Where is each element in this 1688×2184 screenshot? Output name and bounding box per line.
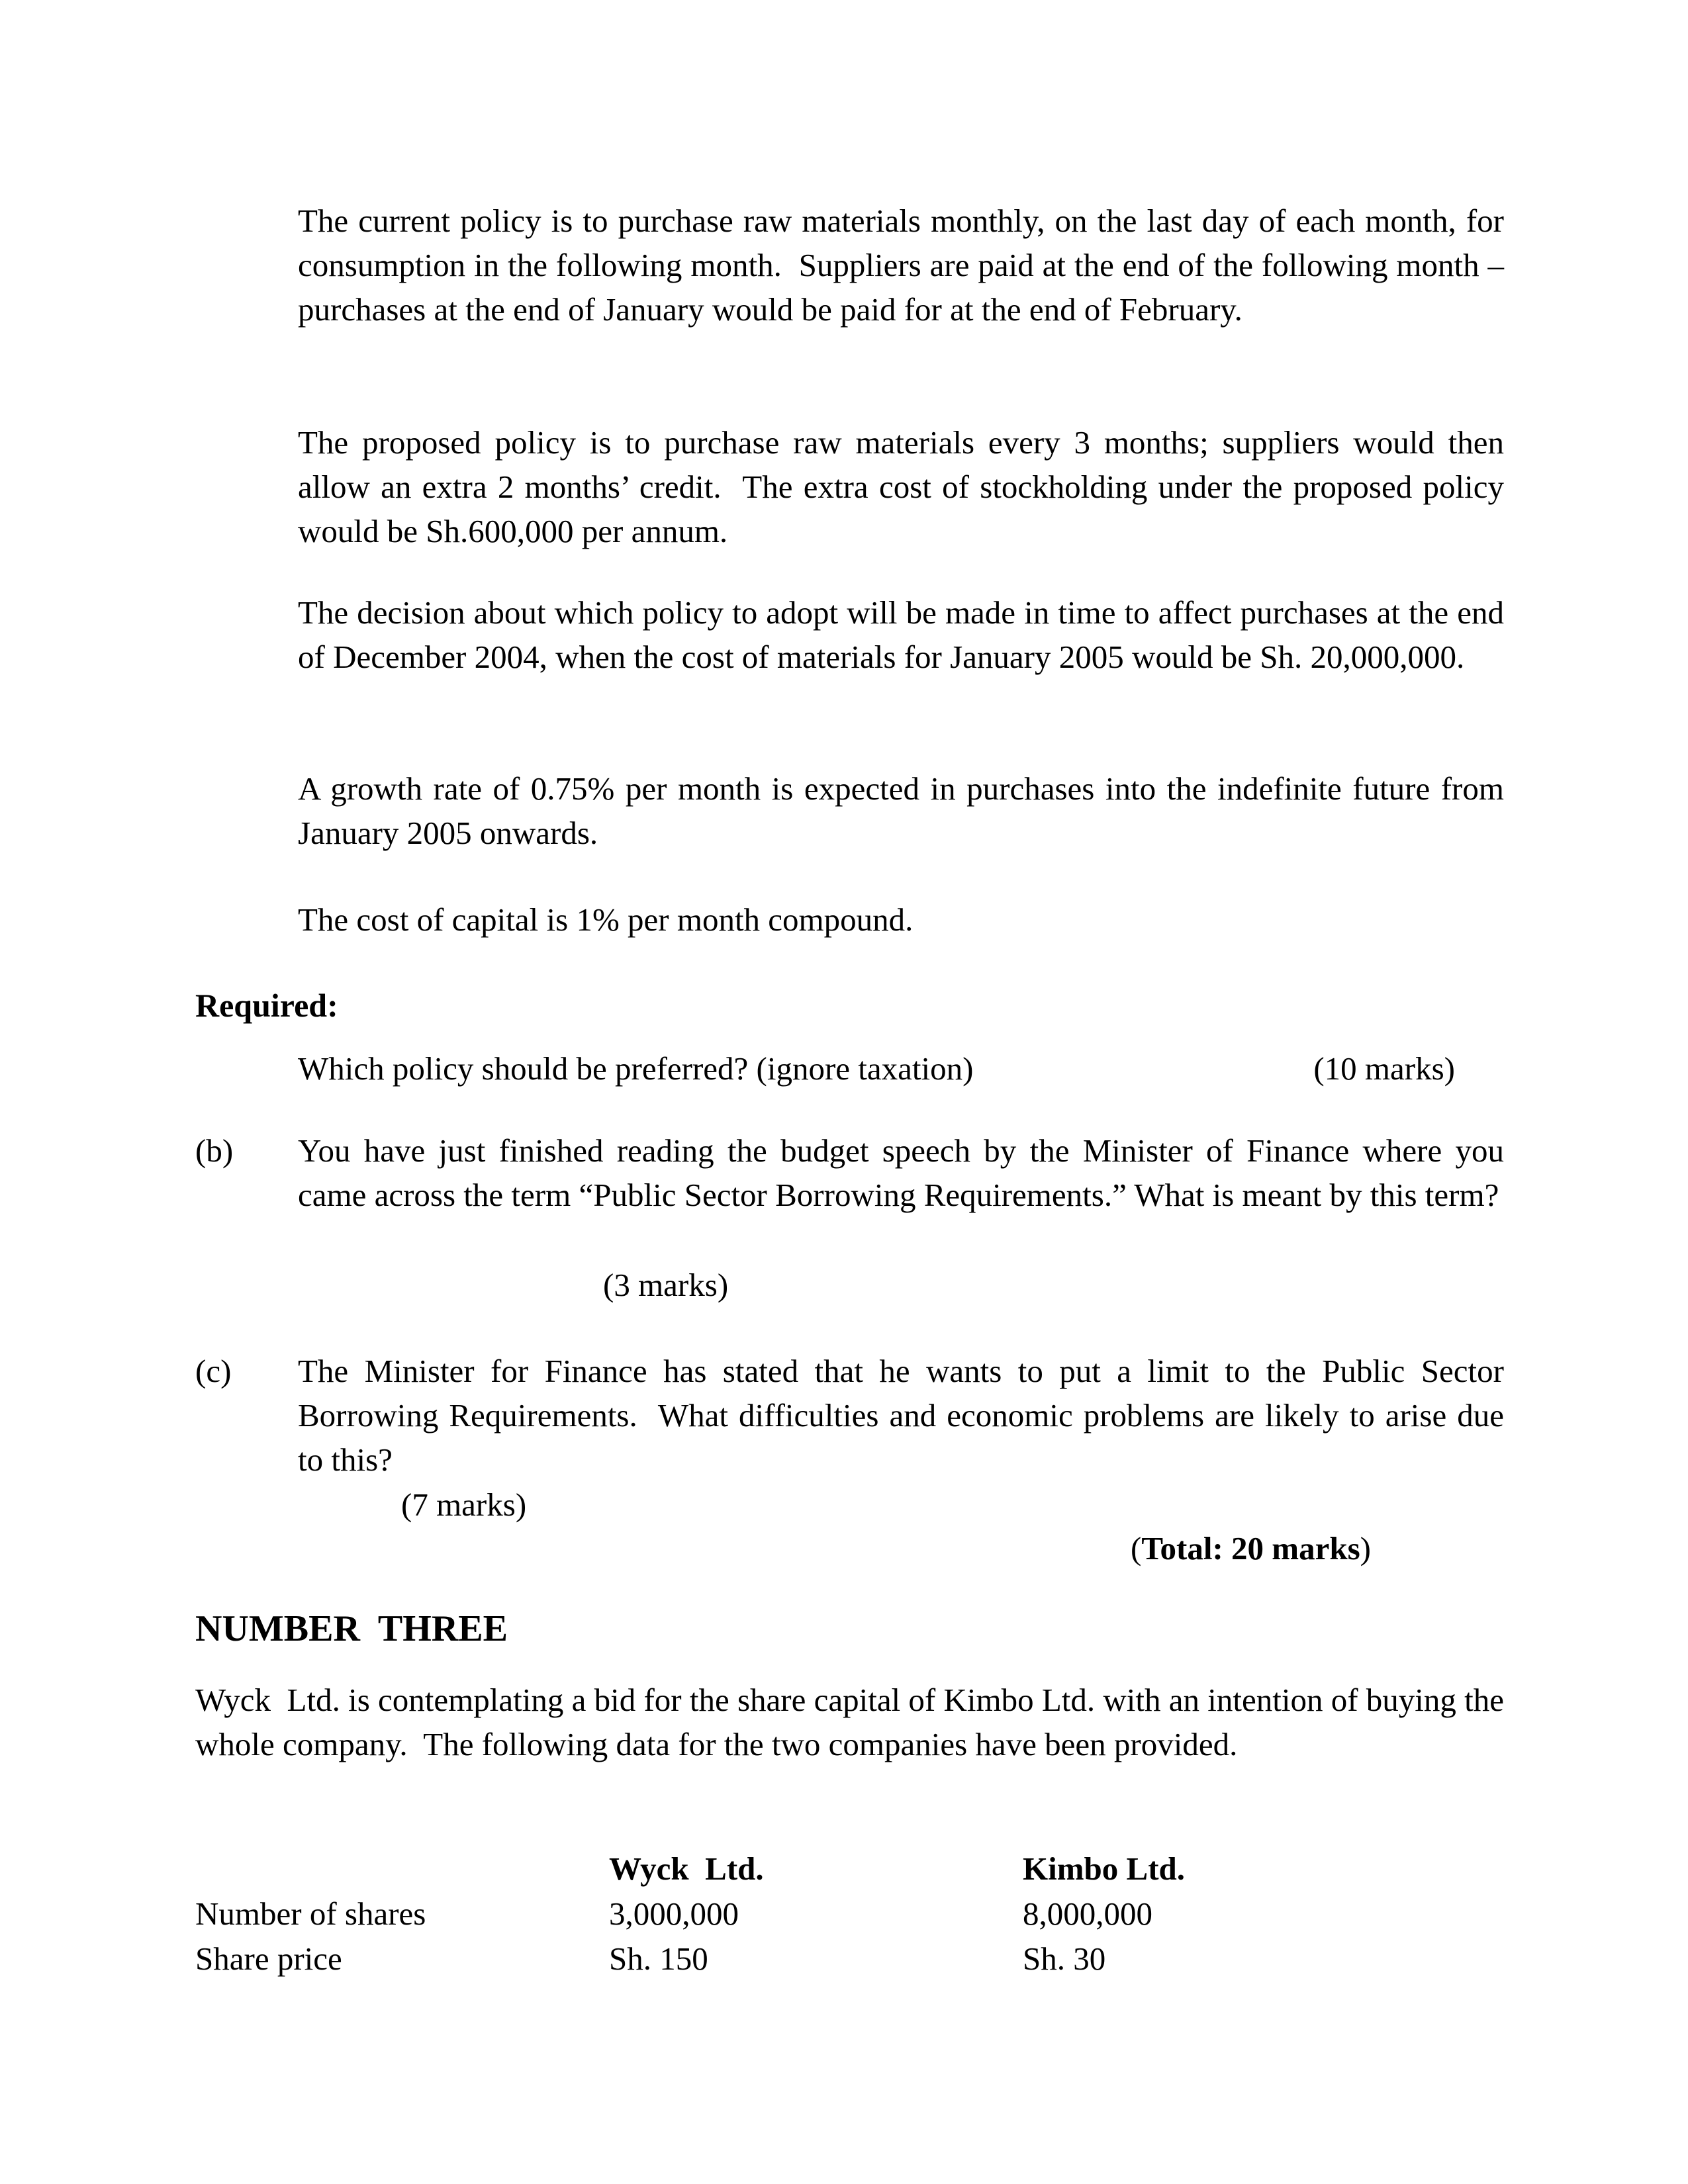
required-marks: (10 marks) [1313,1050,1455,1087]
paragraph-decision: The decision about which policy to adopt will be made in time to affect purchases at the end of December 2004, when the cost of materials for January 2005 would be Sh. 20,000,000. [298,594,1513,675]
paragraph-proposed-policy: The proposed policy is to purchase raw materials every 3 months; suppliers would then allow an extra 2 months’ credit. The extra cost of stockholding under the proposed policy would be Sh.600,000 per annum. [298,424,1513,549]
companies-table [195,1846,1504,1981]
item-b-marks: (3 marks) [603,1267,729,1303]
item-c-text: The Minister for Finance has stated that he wants to put a limit to the Public Sector Borrowing Requirements. What difficulties and economic problems are likely to arise due to this? [298,1353,1513,1478]
item-b-text: You have just finished reading the budget speech by the Minister of Finance where you came across the term “Public Sector Borrowing Requirements.” What is meant by this term? [298,1132,1513,1213]
required-question-text: Which policy should be preferred? (ignore taxation) [298,1050,974,1087]
total-open-paren: ( [1131,1530,1142,1567]
required-question-row [298,1046,1455,1091]
table-row-share-price [195,1936,1504,1981]
row-label-number-of-shares: Number of shares [195,1895,426,1932]
item-b-label: (b) [195,1132,234,1169]
table-header-wyck: Wyck Ltd. [609,1850,764,1887]
paragraph-current-policy: The current policy is to purchase raw materials monthly, on the last day of each month, for consumption in the following month. Suppliers are paid at the end of the following month – purchases at the end of January would be paid for at the end of February. [298,203,1513,328]
total-marks-text: Total: 20 marks [1141,1530,1360,1567]
paragraph-growth-rate: A growth rate of 0.75% per month is expected in purchases into the indefinite future from January 2005 onwards. [298,770,1513,851]
table-header-kimbo: Kimbo Ltd. [1023,1850,1186,1887]
wyck-share-price: Sh. 150 [609,1940,708,1977]
paragraph-cost-of-capital: The cost of capital is 1% per month compound. [298,901,914,938]
table-header-row [195,1846,1504,1891]
total-close-paren: ) [1360,1530,1371,1567]
wyck-number-of-shares: 3,000,000 [609,1895,739,1932]
total-marks [1131,1526,1371,1570]
row-label-share-price: Share price [195,1940,342,1977]
item-c-marks: (7 marks) [401,1486,527,1523]
section-intro-paragraph: Wyck Ltd. is contemplating a bid for the share capital of Kimbo Ltd. with an intention of buying the whole company. The following data for the two companies have been provided. [195,1682,1513,1762]
item-c-label: (c) [195,1353,232,1389]
required-heading: Required: [195,987,338,1024]
section-heading-number-three: NUMBER THREE [195,1608,508,1649]
kimbo-number-of-shares: 8,000,000 [1023,1895,1152,1932]
table-row-number-of-shares [195,1891,1504,1936]
kimbo-share-price: Sh. 30 [1023,1940,1106,1977]
